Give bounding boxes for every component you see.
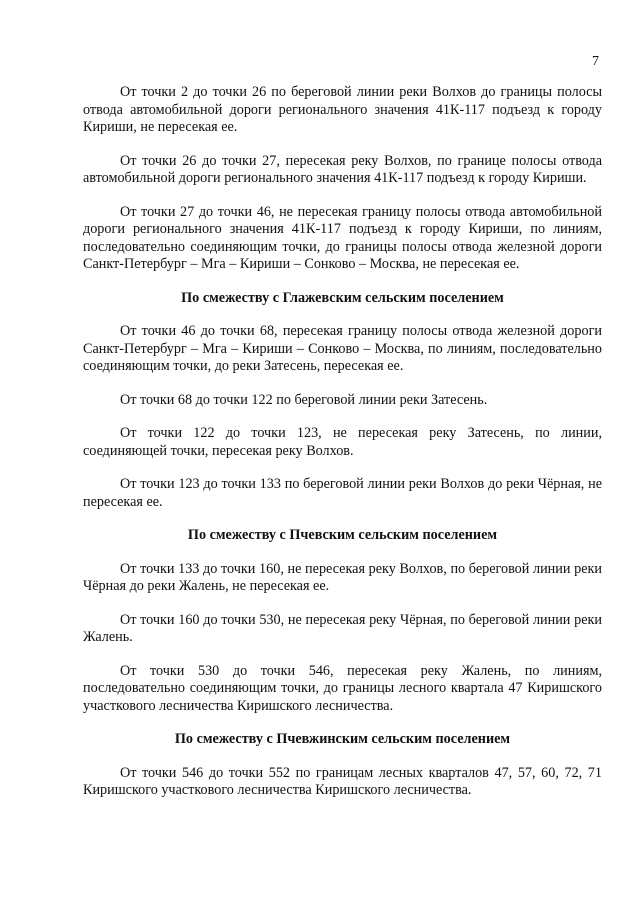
boundary-paragraph: От точки 123 до точки 133 по береговой линии реки Волхов до реки Чёрная, не пересекая ее. xyxy=(83,476,602,510)
page-number: 7 xyxy=(592,54,599,69)
boundary-paragraph: От точки 46 до точки 68, пересекая границу полосы отвода железной дороги Санкт-Петербург – Мга – Кириши – Сонково – Москва, по линиям, последовательно соединяющим точки, до реки Затесень, пересекая ее. xyxy=(83,323,602,374)
boundary-paragraph: От точки 26 до точки 27, пересекая реку Волхов, по границе полосы отвода автомобильной дороги регионального значения 41К-117 подъезд к городу Кириши. xyxy=(83,152,602,186)
boundary-paragraph: От точки 68 до точки 122 по береговой линии реки Затесень. xyxy=(120,391,488,408)
boundary-paragraph: От точки 546 до точки 552 по границам лесных кварталов 47, 57, 60, 72, 71 Киришского участкового лесничества Киришского лесничества. xyxy=(83,764,602,798)
boundary-paragraph: От точки 122 до точки 123, не пересекая реку Затесень, по линии, соединяющей точки, пересекая реку Волхов. xyxy=(83,425,602,459)
boundary-paragraph: От точки 2 до точки 26 по береговой линии реки Волхов до границы полосы отвода автомобильной дороги регионального значения 41К-117 подъезд к городу Кириши, не пересекая ее. xyxy=(83,84,602,135)
section-heading-glazhevskoe: По смежеству с Глажевским сельским поселением xyxy=(181,289,504,306)
section-heading-pchevzhinskoe: По смежеству с Пчевжинским сельским поселением xyxy=(174,731,511,747)
boundary-paragraph: От точки 27 до точки 46, не пересекая границу полосы отвода автомобильной дороги регионального значения 41К-117 подъезд к городу Кириши, по линиям, последовательно соединяющим точки, до границы полосы отвода железной дороги Санкт-Петербург – Мга – Кириши – Сонково – Москва, не пересекая ее. xyxy=(83,203,602,272)
section-heading-pchevskoe: По смежеству с Пчевским сельским поселением xyxy=(187,527,498,543)
document-body xyxy=(83,84,602,800)
boundary-paragraph: От точки 133 до точки 160, не пересекая реку Волхов, по береговой линии реки Чёрная до реки Жалень, не пересекая ее. xyxy=(83,560,602,594)
boundary-paragraph: От точки 160 до точки 530, не пересекая реку Чёрная, по береговой линии реки Жалень. xyxy=(83,611,602,645)
boundary-paragraph: От точки 530 до точки 546, пересекая реку Жалень, по линиям, последовательно соединяющим точки, до границы лесного квартала 47 Киришского участкового лесничества Киришского лесничества. xyxy=(83,662,602,714)
